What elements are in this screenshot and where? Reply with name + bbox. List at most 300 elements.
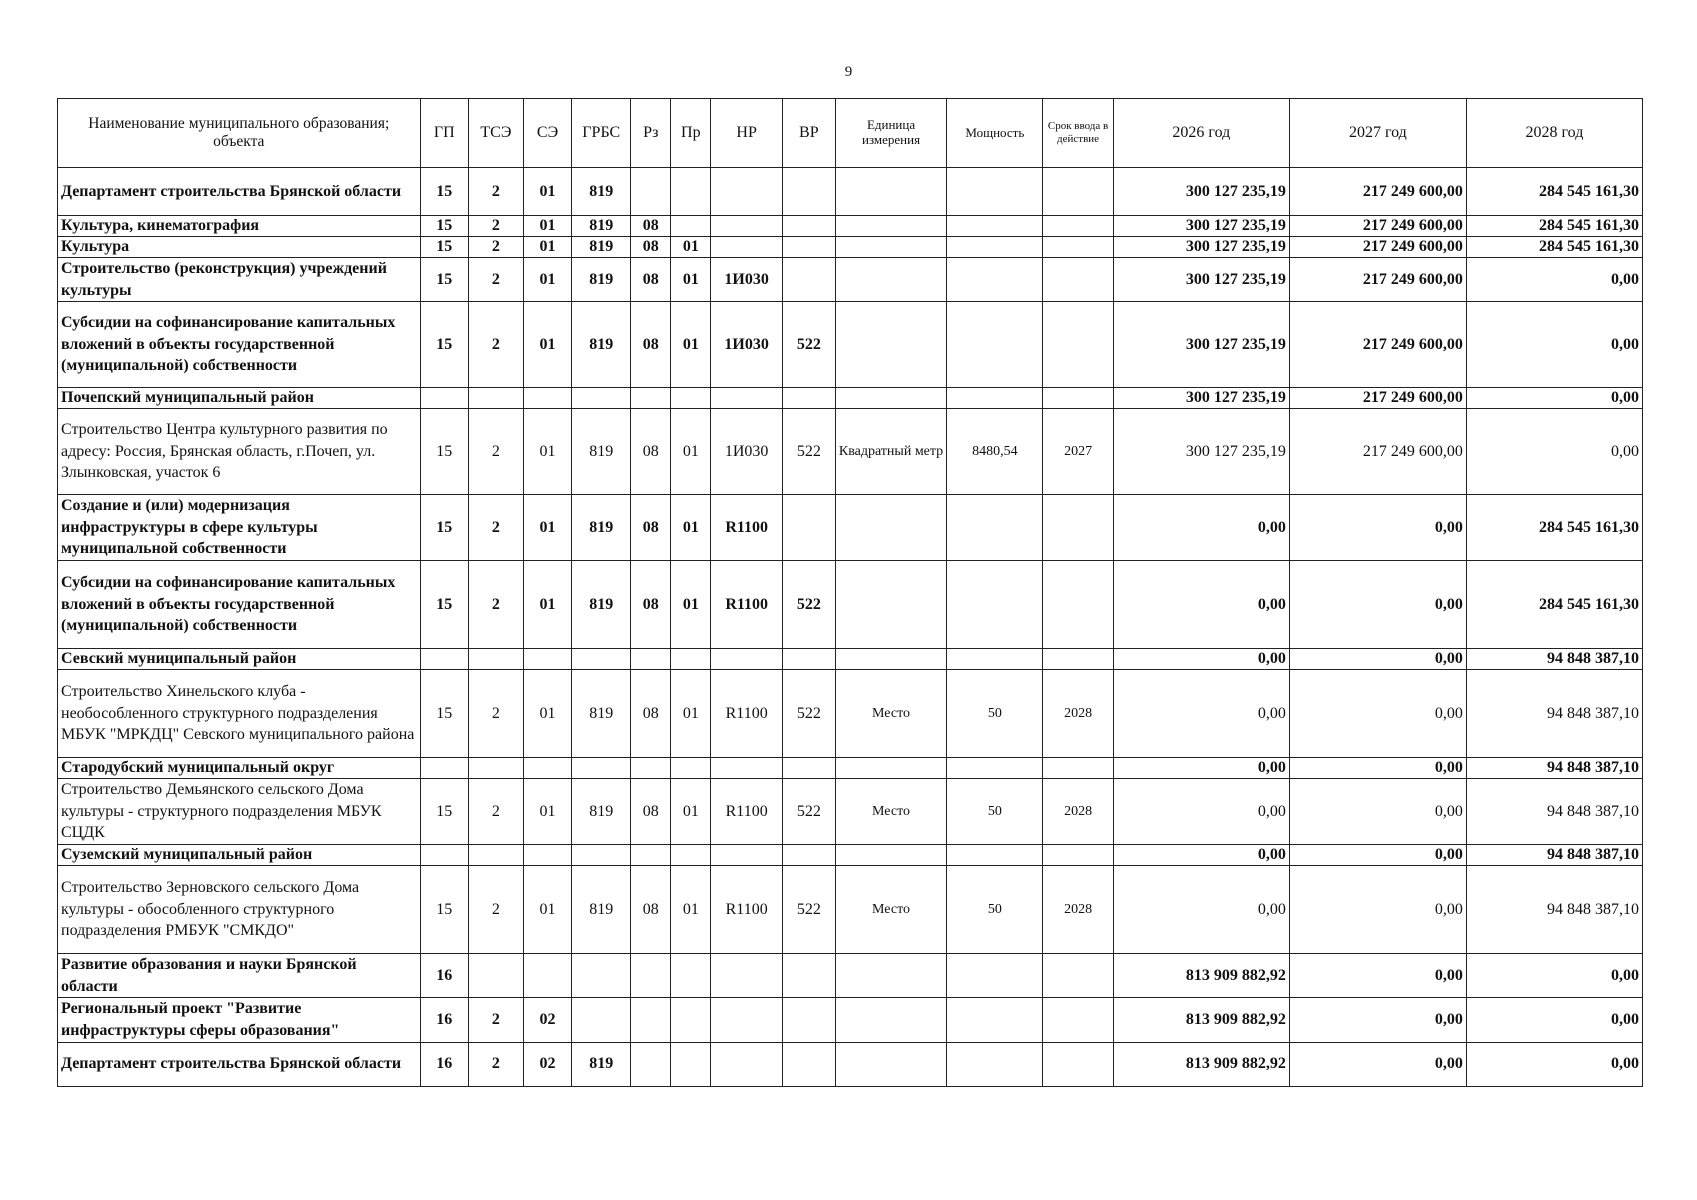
cell-unit: Место	[835, 670, 947, 758]
cell-y2027: 0,00	[1289, 954, 1466, 998]
cell-y2027: 217 249 600,00	[1289, 409, 1466, 495]
cell-unit	[835, 954, 947, 998]
cell-grbs: 819	[572, 409, 631, 495]
cell-rz: 08	[631, 237, 671, 258]
cell-name: Строительство Зерновского сельского Дома культуры - обособленного структурного подразделения РМБУК "СМКДО"	[58, 866, 421, 954]
cell-vr	[782, 998, 835, 1042]
cell-pr: 01	[671, 237, 711, 258]
table-header-row	[58, 99, 1643, 168]
cell-y2028: 284 545 161,30	[1466, 561, 1642, 649]
cell-se: 01	[523, 216, 571, 237]
cell-se: 01	[523, 779, 571, 845]
cell-nr	[711, 845, 783, 866]
cell-grbs	[572, 954, 631, 998]
cell-name: Субсидии на софинансирование капитальных вложений в объекты государственной (муниципальной) собственности	[58, 561, 421, 649]
cell-y2027: 217 249 600,00	[1289, 388, 1466, 409]
header-vr: ВР	[782, 99, 835, 168]
table-row	[58, 237, 1643, 258]
cell-nr: R1100	[711, 561, 783, 649]
cell-grbs: 819	[572, 168, 631, 216]
cell-y2026: 300 127 235,19	[1113, 302, 1289, 388]
cell-y2028: 94 848 387,10	[1466, 845, 1642, 866]
cell-pr: 01	[671, 866, 711, 954]
cell-y2026: 300 127 235,19	[1113, 258, 1289, 302]
cell-y2026: 0,00	[1113, 845, 1289, 866]
cell-vr	[782, 1042, 835, 1086]
cell-y2027: 0,00	[1289, 561, 1466, 649]
cell-name: Культура	[58, 237, 421, 258]
cell-grbs	[572, 998, 631, 1042]
cell-vr	[782, 258, 835, 302]
cell-name: Департамент строительства Брянской области	[58, 168, 421, 216]
cell-name: Строительство Хинельского клуба - необособленного структурного подразделения МБУК "МРКДЦ" Севского муниципального района	[58, 670, 421, 758]
cell-tse: 2	[468, 409, 523, 495]
cell-vr	[782, 845, 835, 866]
cell-tse	[468, 954, 523, 998]
cell-y2028: 0,00	[1466, 954, 1642, 998]
page-number: 9	[844, 64, 853, 80]
cell-se: 01	[523, 237, 571, 258]
cell-vr: 522	[782, 409, 835, 495]
cell-commission	[1043, 388, 1114, 409]
cell-name: Почепский муниципальный район	[58, 388, 421, 409]
table-row	[58, 216, 1643, 237]
cell-y2027: 0,00	[1289, 670, 1466, 758]
cell-y2026: 0,00	[1113, 495, 1289, 561]
cell-vr: 522	[782, 302, 835, 388]
cell-rz: 08	[631, 216, 671, 237]
cell-y2028: 94 848 387,10	[1466, 649, 1642, 670]
cell-unit	[835, 649, 947, 670]
cell-y2028: 94 848 387,10	[1466, 670, 1642, 758]
cell-commission	[1043, 561, 1114, 649]
cell-se: 01	[523, 168, 571, 216]
cell-unit	[835, 237, 947, 258]
cell-unit	[835, 758, 947, 779]
cell-y2027: 217 249 600,00	[1289, 216, 1466, 237]
cell-grbs: 819	[572, 495, 631, 561]
cell-se: 02	[523, 1042, 571, 1086]
cell-capacity	[947, 302, 1043, 388]
cell-y2027: 217 249 600,00	[1289, 237, 1466, 258]
cell-tse: 2	[468, 495, 523, 561]
cell-y2026: 0,00	[1113, 649, 1289, 670]
cell-capacity	[947, 258, 1043, 302]
cell-y2027: 0,00	[1289, 495, 1466, 561]
cell-y2028: 94 848 387,10	[1466, 866, 1642, 954]
cell-commission	[1043, 1042, 1114, 1086]
cell-nr: R1100	[711, 495, 783, 561]
cell-rz	[631, 998, 671, 1042]
cell-se	[523, 649, 571, 670]
table-row	[58, 388, 1643, 409]
cell-commission	[1043, 168, 1114, 216]
cell-tse: 2	[468, 1042, 523, 1086]
cell-commission: 2028	[1043, 779, 1114, 845]
cell-y2027: 0,00	[1289, 649, 1466, 670]
cell-y2028: 0,00	[1466, 409, 1642, 495]
table-row	[58, 302, 1643, 388]
cell-y2028: 284 545 161,30	[1466, 216, 1642, 237]
cell-se: 01	[523, 866, 571, 954]
cell-y2027: 0,00	[1289, 866, 1466, 954]
cell-y2026: 300 127 235,19	[1113, 216, 1289, 237]
cell-grbs: 819	[572, 779, 631, 845]
table-row	[58, 758, 1643, 779]
cell-gp: 15	[420, 237, 468, 258]
cell-grbs: 819	[572, 670, 631, 758]
cell-nr: R1100	[711, 866, 783, 954]
cell-capacity	[947, 998, 1043, 1042]
header-pr: Пр	[671, 99, 711, 168]
cell-pr: 01	[671, 409, 711, 495]
cell-y2028: 0,00	[1466, 388, 1642, 409]
cell-unit: Место	[835, 866, 947, 954]
cell-vr	[782, 216, 835, 237]
cell-gp: 15	[420, 216, 468, 237]
cell-pr: 01	[671, 258, 711, 302]
cell-grbs	[572, 649, 631, 670]
cell-rz	[631, 649, 671, 670]
cell-capacity	[947, 168, 1043, 216]
header-nr: НР	[711, 99, 783, 168]
cell-gp: 15	[420, 258, 468, 302]
cell-pr	[671, 998, 711, 1042]
cell-pr	[671, 1042, 711, 1086]
cell-commission: 2027	[1043, 409, 1114, 495]
cell-name: Региональный проект "Развитие инфраструктуры сферы образования"	[58, 998, 421, 1042]
cell-pr	[671, 954, 711, 998]
cell-se: 01	[523, 670, 571, 758]
header-2028: 2028 год	[1466, 99, 1642, 168]
cell-pr	[671, 388, 711, 409]
cell-vr: 522	[782, 561, 835, 649]
cell-capacity	[947, 237, 1043, 258]
cell-grbs: 819	[572, 258, 631, 302]
cell-capacity: 50	[947, 670, 1043, 758]
table-row	[58, 495, 1643, 561]
table-row	[58, 866, 1643, 954]
cell-se: 01	[523, 258, 571, 302]
cell-rz: 08	[631, 866, 671, 954]
header-grbs: ГРБС	[572, 99, 631, 168]
cell-tse	[468, 649, 523, 670]
cell-nr: R1100	[711, 779, 783, 845]
cell-vr	[782, 237, 835, 258]
cell-se	[523, 758, 571, 779]
cell-grbs: 819	[572, 302, 631, 388]
cell-capacity: 8480,54	[947, 409, 1043, 495]
cell-y2027: 0,00	[1289, 1042, 1466, 1086]
cell-y2027: 0,00	[1289, 845, 1466, 866]
cell-commission: 2028	[1043, 866, 1114, 954]
table-row	[58, 168, 1643, 216]
cell-grbs: 819	[572, 1042, 631, 1086]
cell-grbs: 819	[572, 216, 631, 237]
cell-pr: 01	[671, 302, 711, 388]
cell-se: 01	[523, 495, 571, 561]
cell-pr	[671, 649, 711, 670]
cell-pr: 01	[671, 495, 711, 561]
cell-pr	[671, 168, 711, 216]
cell-nr	[711, 388, 783, 409]
cell-tse	[468, 388, 523, 409]
cell-y2028: 94 848 387,10	[1466, 758, 1642, 779]
cell-gp: 15	[420, 495, 468, 561]
cell-name: Строительство Центра культурного развития по адресу: Россия, Брянская область, г.Почеп, ул. Злынковская, участок 6	[58, 409, 421, 495]
cell-commission	[1043, 954, 1114, 998]
cell-unit	[835, 1042, 947, 1086]
cell-tse: 2	[468, 302, 523, 388]
cell-y2027: 217 249 600,00	[1289, 168, 1466, 216]
cell-grbs	[572, 845, 631, 866]
cell-y2026: 0,00	[1113, 670, 1289, 758]
cell-nr: 1И030	[711, 302, 783, 388]
cell-pr	[671, 845, 711, 866]
cell-unit	[835, 998, 947, 1042]
header-rz: Рз	[631, 99, 671, 168]
cell-name: Культура, кинематография	[58, 216, 421, 237]
cell-se: 01	[523, 561, 571, 649]
cell-unit	[835, 561, 947, 649]
cell-y2026: 300 127 235,19	[1113, 168, 1289, 216]
cell-y2026: 813 909 882,92	[1113, 1042, 1289, 1086]
cell-se: 02	[523, 998, 571, 1042]
header-2027: 2027 год	[1289, 99, 1466, 168]
cell-gp	[420, 845, 468, 866]
cell-capacity	[947, 758, 1043, 779]
header-name: Наименование муниципального образования; объекта	[58, 99, 421, 168]
cell-commission	[1043, 302, 1114, 388]
cell-name: Стародубский муниципальный округ	[58, 758, 421, 779]
cell-name: Субсидии на софинансирование капитальных вложений в объекты государственной (муниципальной) собственности	[58, 302, 421, 388]
cell-capacity	[947, 561, 1043, 649]
cell-capacity	[947, 216, 1043, 237]
header-se: СЭ	[523, 99, 571, 168]
cell-se	[523, 845, 571, 866]
cell-vr	[782, 954, 835, 998]
cell-tse: 2	[468, 779, 523, 845]
cell-rz: 08	[631, 258, 671, 302]
cell-rz: 08	[631, 779, 671, 845]
cell-y2027: 0,00	[1289, 779, 1466, 845]
cell-commission: 2028	[1043, 670, 1114, 758]
cell-grbs: 819	[572, 866, 631, 954]
cell-commission	[1043, 258, 1114, 302]
table-row	[58, 845, 1643, 866]
cell-nr	[711, 954, 783, 998]
table-row	[58, 954, 1643, 998]
table-row	[58, 409, 1643, 495]
cell-gp	[420, 388, 468, 409]
cell-commission	[1043, 845, 1114, 866]
header-2026: 2026 год	[1113, 99, 1289, 168]
cell-tse: 2	[468, 168, 523, 216]
cell-nr	[711, 216, 783, 237]
cell-vr: 522	[782, 866, 835, 954]
cell-se: 01	[523, 302, 571, 388]
cell-grbs	[572, 388, 631, 409]
cell-nr: 1И030	[711, 258, 783, 302]
cell-unit	[835, 258, 947, 302]
cell-gp: 15	[420, 779, 468, 845]
cell-capacity	[947, 845, 1043, 866]
cell-grbs: 819	[572, 561, 631, 649]
cell-pr: 01	[671, 779, 711, 845]
cell-commission	[1043, 758, 1114, 779]
table-row	[58, 561, 1643, 649]
cell-y2028: 284 545 161,30	[1466, 237, 1642, 258]
cell-y2028: 0,00	[1466, 1042, 1642, 1086]
cell-commission	[1043, 649, 1114, 670]
cell-commission	[1043, 216, 1114, 237]
cell-unit	[835, 495, 947, 561]
cell-rz	[631, 954, 671, 998]
cell-rz	[631, 758, 671, 779]
table-row	[58, 998, 1643, 1042]
cell-se	[523, 388, 571, 409]
header-capacity: Мощность	[947, 99, 1043, 168]
cell-y2028: 284 545 161,30	[1466, 168, 1642, 216]
cell-y2026: 300 127 235,19	[1113, 388, 1289, 409]
cell-nr	[711, 649, 783, 670]
cell-name: Создание и (или) модернизация инфраструктуры в сфере культуры муниципальной собственности	[58, 495, 421, 561]
cell-name: Строительство Демьянского сельского Дома культуры - структурного подразделения МБУК СЦДК	[58, 779, 421, 845]
cell-y2026: 0,00	[1113, 779, 1289, 845]
cell-y2028: 94 848 387,10	[1466, 779, 1642, 845]
cell-unit: Место	[835, 779, 947, 845]
cell-nr: R1100	[711, 670, 783, 758]
cell-nr	[711, 237, 783, 258]
cell-rz: 08	[631, 561, 671, 649]
cell-y2026: 0,00	[1113, 866, 1289, 954]
cell-gp: 15	[420, 561, 468, 649]
cell-gp: 15	[420, 409, 468, 495]
cell-y2027: 0,00	[1289, 998, 1466, 1042]
cell-unit	[835, 845, 947, 866]
table-row	[58, 649, 1643, 670]
cell-name: Суземский муниципальный район	[58, 845, 421, 866]
cell-vr	[782, 649, 835, 670]
cell-grbs	[572, 758, 631, 779]
cell-tse: 2	[468, 561, 523, 649]
cell-y2028: 284 545 161,30	[1466, 495, 1642, 561]
cell-nr	[711, 758, 783, 779]
cell-tse: 2	[468, 670, 523, 758]
cell-y2026: 813 909 882,92	[1113, 998, 1289, 1042]
cell-pr	[671, 758, 711, 779]
cell-unit	[835, 388, 947, 409]
cell-vr	[782, 758, 835, 779]
cell-y2028: 0,00	[1466, 302, 1642, 388]
cell-y2026: 813 909 882,92	[1113, 954, 1289, 998]
cell-gp: 15	[420, 302, 468, 388]
cell-gp	[420, 649, 468, 670]
cell-name: Строительство (реконструкция) учреждений культуры	[58, 258, 421, 302]
cell-capacity	[947, 1042, 1043, 1086]
header-unit: Единица измерения	[835, 99, 947, 168]
table-row	[58, 779, 1643, 845]
header-tse: ТСЭ	[468, 99, 523, 168]
cell-gp: 16	[420, 954, 468, 998]
cell-rz	[631, 1042, 671, 1086]
cell-tse: 2	[468, 866, 523, 954]
cell-capacity	[947, 954, 1043, 998]
cell-gp: 16	[420, 998, 468, 1042]
cell-y2026: 0,00	[1113, 561, 1289, 649]
cell-tse: 2	[468, 998, 523, 1042]
cell-pr	[671, 216, 711, 237]
cell-unit	[835, 302, 947, 388]
cell-tse	[468, 845, 523, 866]
cell-commission	[1043, 495, 1114, 561]
cell-capacity: 50	[947, 779, 1043, 845]
cell-gp: 15	[420, 168, 468, 216]
cell-commission	[1043, 237, 1114, 258]
table-row	[58, 1042, 1643, 1086]
cell-tse: 2	[468, 258, 523, 302]
budget-table	[57, 98, 1643, 1087]
cell-unit	[835, 216, 947, 237]
cell-rz	[631, 845, 671, 866]
cell-rz: 08	[631, 495, 671, 561]
cell-rz: 08	[631, 302, 671, 388]
cell-gp: 16	[420, 1042, 468, 1086]
cell-capacity	[947, 495, 1043, 561]
cell-y2026: 300 127 235,19	[1113, 409, 1289, 495]
cell-vr	[782, 388, 835, 409]
cell-capacity	[947, 388, 1043, 409]
header-gp: ГП	[420, 99, 468, 168]
cell-grbs: 819	[572, 237, 631, 258]
cell-tse: 2	[468, 216, 523, 237]
cell-name: Севский муниципальный район	[58, 649, 421, 670]
cell-rz: 08	[631, 670, 671, 758]
cell-nr	[711, 998, 783, 1042]
cell-vr	[782, 168, 835, 216]
cell-capacity	[947, 649, 1043, 670]
table-row	[58, 258, 1643, 302]
cell-pr: 01	[671, 561, 711, 649]
cell-y2028: 0,00	[1466, 258, 1642, 302]
cell-vr: 522	[782, 670, 835, 758]
cell-y2027: 217 249 600,00	[1289, 258, 1466, 302]
cell-y2028: 0,00	[1466, 998, 1642, 1042]
cell-gp	[420, 758, 468, 779]
cell-nr	[711, 1042, 783, 1086]
table-row	[58, 670, 1643, 758]
cell-rz: 08	[631, 409, 671, 495]
cell-pr: 01	[671, 670, 711, 758]
cell-name: Развитие образования и науки Брянской области	[58, 954, 421, 998]
header-commission: Срок ввода в действие	[1043, 99, 1114, 168]
cell-vr: 522	[782, 779, 835, 845]
cell-tse: 2	[468, 237, 523, 258]
cell-y2026: 300 127 235,19	[1113, 237, 1289, 258]
cell-unit: Квадратный метр	[835, 409, 947, 495]
cell-se: 01	[523, 409, 571, 495]
cell-y2026: 0,00	[1113, 758, 1289, 779]
cell-rz	[631, 168, 671, 216]
cell-capacity: 50	[947, 866, 1043, 954]
cell-y2027: 0,00	[1289, 758, 1466, 779]
cell-nr: 1И030	[711, 409, 783, 495]
cell-se	[523, 954, 571, 998]
cell-rz	[631, 388, 671, 409]
cell-vr	[782, 495, 835, 561]
cell-nr	[711, 168, 783, 216]
cell-gp: 15	[420, 670, 468, 758]
